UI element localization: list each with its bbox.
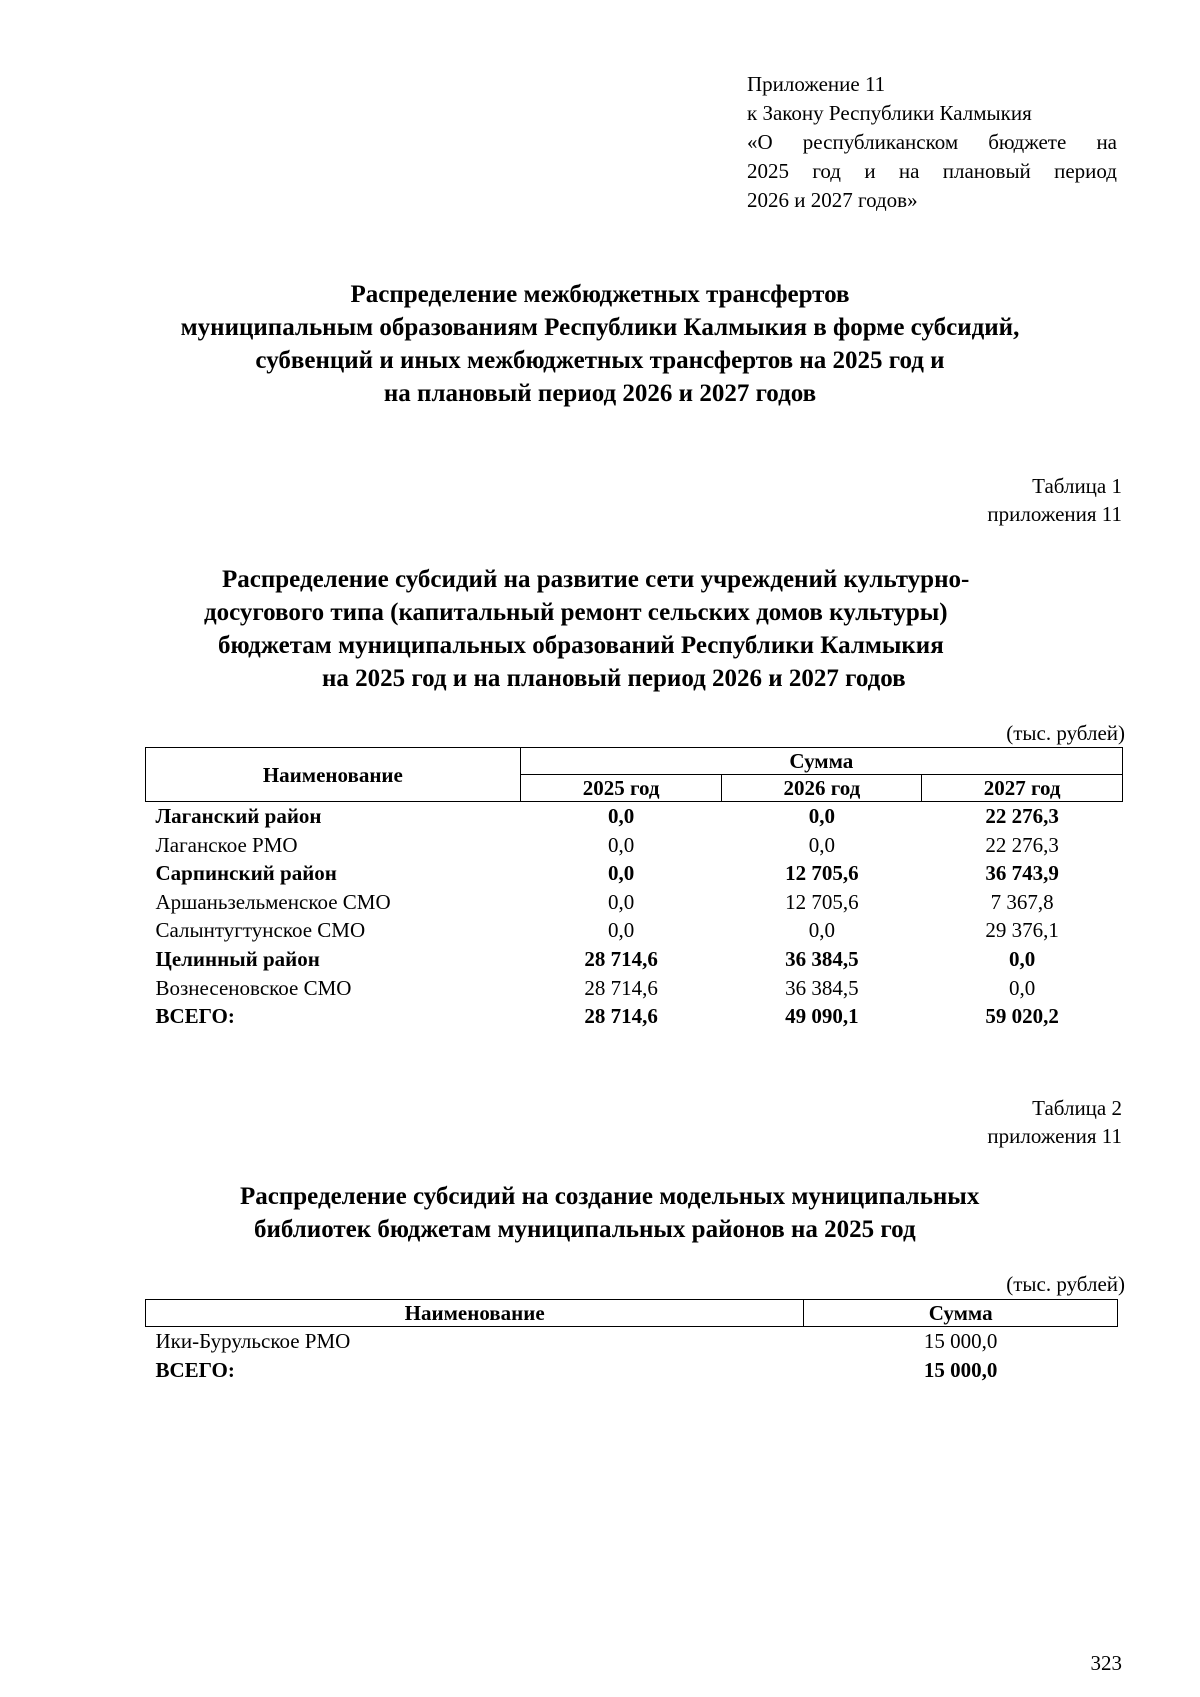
appendix-line: 2025 год и на плановый период: [747, 159, 1117, 183]
table-row: [146, 1002, 1123, 1031]
cell-value: 36 384,5: [785, 946, 859, 971]
table2-title-line: библиотек бюджетам муниципальных районов на 2025 год: [254, 1216, 916, 1243]
appendix-line: 2026 и 2027 годов»: [747, 188, 918, 212]
cell-value: 28 714,6: [584, 975, 658, 1000]
cell-value: 15 000,0: [923, 1357, 998, 1382]
table-row: [146, 1356, 1118, 1385]
cell-name: ВСЕГО:: [155, 1004, 235, 1029]
table2: [145, 1299, 1118, 1384]
column-header-name: Наименование: [146, 1300, 804, 1327]
table-row: [146, 802, 1123, 831]
cell-value: 49 090,1: [785, 1004, 859, 1029]
cell-name: ВСЕГО:: [155, 1357, 235, 1382]
cell-name: Вознесеновское СМО: [155, 975, 352, 1000]
column-header-2027: 2027 год: [922, 775, 1123, 802]
main-title-line: на плановый период 2026 и 2027 годов: [383, 380, 817, 407]
cell-name: Сарпинский район: [155, 861, 337, 886]
table-row: [146, 916, 1123, 945]
cell-value: 0,0: [808, 832, 835, 857]
cell-value: 12 705,6: [785, 889, 859, 914]
cell-value: 7 367,8: [990, 889, 1054, 914]
cell-value: 36 743,9: [985, 861, 1059, 886]
table1: [145, 747, 1123, 1031]
table1-title: [204, 563, 1104, 695]
cell-value: 0,0: [607, 832, 635, 857]
cell-value: 0,0: [607, 889, 635, 914]
appendix-line: «О республиканском бюджете на: [747, 130, 1117, 154]
table2-body: [146, 1327, 1118, 1385]
column-header-sum: Сумма: [520, 748, 1122, 775]
table1-body: [146, 802, 1123, 1031]
table2-label: [987, 1094, 1122, 1150]
table2-label-line: приложения 11: [987, 1124, 1122, 1148]
table-row: [146, 888, 1123, 917]
cell-value: 28 714,6: [584, 946, 658, 971]
table-row: [146, 1327, 1118, 1356]
table2-title-line: Распределение субсидий на создание модельных муниципальных: [240, 1183, 980, 1210]
cell-value: 0,0: [1008, 946, 1036, 971]
table1-label-line: приложения 11: [987, 502, 1122, 526]
cell-name: Лаганское РМО: [155, 832, 298, 857]
cell-value: 12 705,6: [785, 861, 859, 886]
table1-title-line: бюджетам муниципальных образований Республики Калмыкия: [218, 632, 944, 659]
table1-label-line: Таблица 1: [1032, 474, 1122, 498]
main-title-line: муниципальным образованиям Республики Калмыкия в форме субсидий,: [180, 314, 1020, 341]
cell-value: 28 714,6: [584, 1004, 658, 1029]
appendix-line: к Закону Республики Калмыкия: [747, 101, 1032, 125]
cell-value: 0,0: [808, 918, 835, 943]
cell-value: 36 384,5: [785, 975, 859, 1000]
cell-value: 59 020,2: [985, 1004, 1059, 1029]
cell-name: Аршаньзельменское СМО: [155, 889, 391, 914]
cell-value: 0,0: [607, 861, 635, 886]
table1-label: [987, 472, 1122, 528]
cell-value: 0,0: [607, 918, 635, 943]
table-row: [146, 974, 1123, 1003]
cell-name: Ики-Бурульское РМО: [155, 1329, 351, 1353]
cell-name: Лаганский район: [155, 804, 322, 828]
main-title-line: Распределение межбюджетных трансфертов: [350, 281, 850, 308]
cell-value: 22 276,3: [985, 804, 1059, 828]
table2-units: (тыс. рублей): [1006, 1272, 1125, 1296]
cell-value: 0,0: [1008, 975, 1036, 1000]
cell-name: Салынтугтунское СМО: [155, 918, 366, 943]
table2-title: [240, 1180, 1120, 1246]
table1-units: (тыс. рублей): [1006, 721, 1125, 745]
table1-title-line: досугового типа (капитальный ремонт сельских домов культуры): [204, 599, 948, 626]
column-header-2025: 2025 год: [520, 775, 722, 802]
table1-title-line: Распределение субсидий на развитие сети учреждений культурно-: [222, 566, 970, 593]
table-row: [146, 859, 1123, 888]
table2-label-line: Таблица 2: [1032, 1096, 1122, 1120]
table1-title-line: на 2025 год и на плановый период 2026 и 2027 годов: [322, 665, 906, 692]
column-header-sum: Сумма: [804, 1300, 1118, 1327]
table-row: [146, 945, 1123, 974]
appendix-header: [747, 70, 1117, 215]
main-title-line: субвенций и иных межбюджетных трансфертов на 2025 год и: [255, 347, 945, 374]
page-number: 323: [1090, 1651, 1122, 1675]
appendix-line: Приложение 11: [747, 72, 886, 96]
cell-value: 0,0: [808, 804, 835, 828]
column-header-2026: 2026 год: [722, 775, 922, 802]
cell-value: 15 000,0: [923, 1329, 998, 1353]
table-row: [146, 831, 1123, 860]
cell-value: 29 376,1: [985, 918, 1059, 943]
cell-name: Целинный район: [155, 946, 320, 971]
cell-value: 0,0: [607, 804, 635, 828]
cell-value: 22 276,3: [985, 832, 1059, 857]
column-header-name: Наименование: [146, 748, 521, 802]
main-title: [60, 278, 1140, 410]
